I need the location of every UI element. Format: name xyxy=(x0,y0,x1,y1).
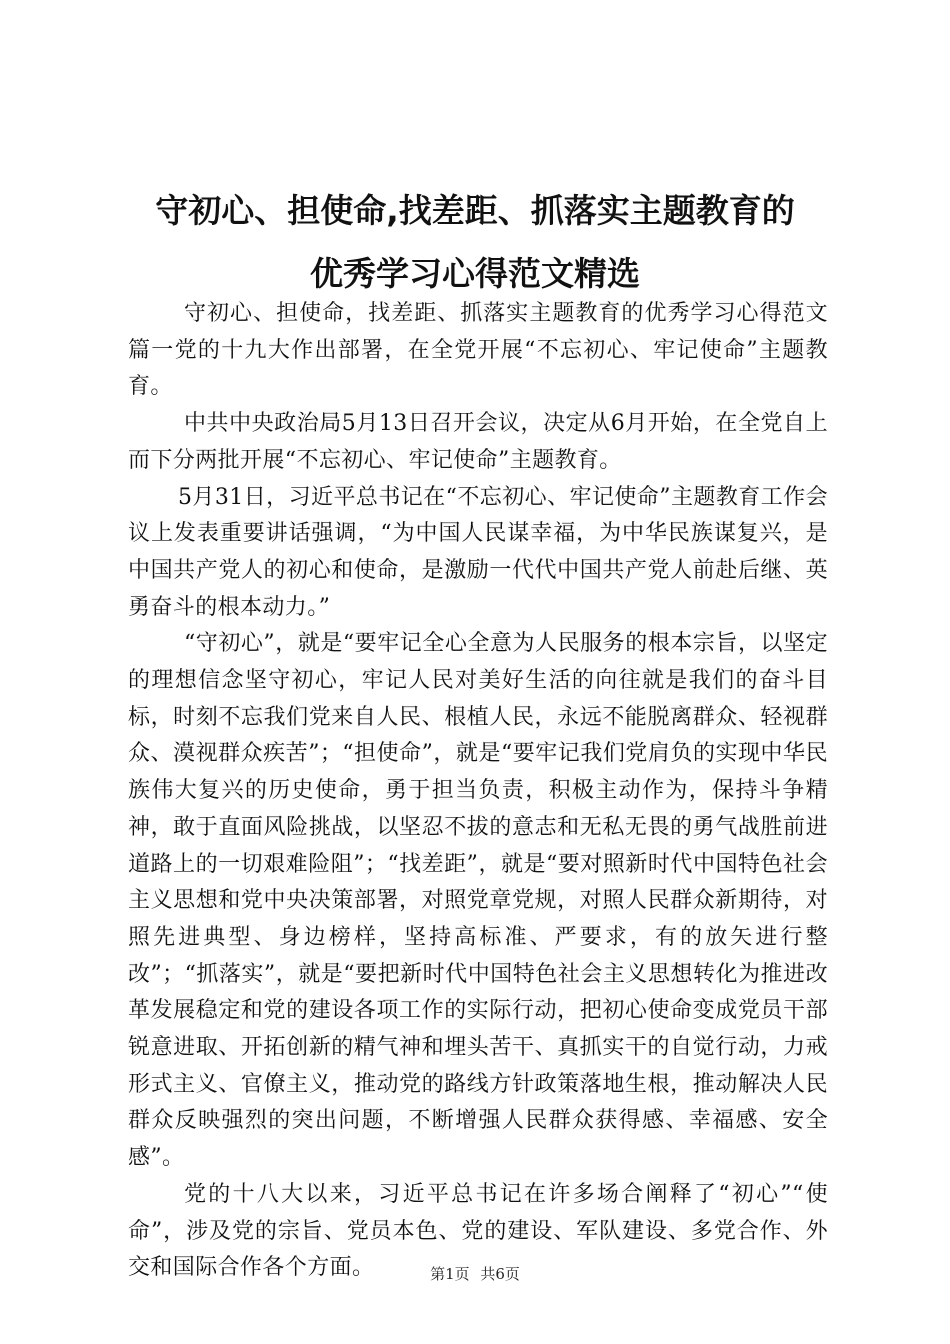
paragraph: “守初心”，就是“要牢记全心全意为人民服务的根本宗旨，以坚定的理想信念坚守初心，牢记人民对美好生活的向往就是我们的奋斗目标，时刻不忘我们党来自人民、根植人民，永远不能脱离群众、轻视群众、漠视群众疾苦”；“担使命”，就是“要牢记我们党肩负的实现中华民族伟大复兴的历史使命，勇于担当负责，积极主动作为，保持斗争精神，敢于直面风险挑战，以坚忍不拔的意志和无私无畏的勇气战胜前进道路上的一切艰难险阻”；“找差距”，就是“要对照新时代中国特色社会主义思想和党中央决策部署，对照党章党规，对照人民群众新期待，对照先进典型、身边榜样，坚持高标准、严要求，有的放矢进行整改”；“抓落实”，就是“要把新时代中国特色社会主义思想转化为推进改革发展稳定和党的建设各项工作的实际行动，把初心使命变成党员干部锐意进取、开拓创新的精气神和埋头苦干、真抓实干的自觉行动，力戒形式主义、官僚主义，推动党的路线方针政策落地生根，推动解决人民群众反映强烈的突出问题，不断增强人民群众获得感、幸福感、安全感”。 xyxy=(128,631,828,1171)
page-total: 共6页 xyxy=(480,1265,520,1283)
page-footer xyxy=(0,1263,950,1284)
paragraph: 党的十八大以来，习近平总书记在许多场合阐释了“初心”“使命”，涉及党的宗旨、党员本色、党的建设、军队建设、多党合作、外交和国际合作各个方面。 xyxy=(128,1181,828,1281)
paragraph: 中共中央政治局5月13日召开会议，决定从6月开始，在全党自上而下分两批开展“不忘初心、牢记使命”主题教育。 xyxy=(128,411,828,473)
document-title-line2: 优秀学习心得范文精选 xyxy=(310,254,640,293)
page-number: 第1页 xyxy=(430,1265,470,1283)
paragraph: 守初心、担使命，找差距、抓落实主题教育的优秀学习心得范文篇一党的十九大作出部署，在全党开展“不忘初心、牢记使命”主题教育。 xyxy=(128,301,828,400)
document-title-line1: 守初心、担使命,找差距、抓落实主题教育的 xyxy=(155,191,795,230)
document-body xyxy=(128,296,828,1287)
paragraph: 5月31日，习近平总书记在“不忘初心、牢记使命”主题教育工作会议上发表重要讲话强调，“为中国人民谋幸福，为中华民族谋复兴，是中国共产党人的初心和使命，是激励一代代中国共产党人前赴后继、英勇奋斗的根本动力。” xyxy=(128,484,828,620)
